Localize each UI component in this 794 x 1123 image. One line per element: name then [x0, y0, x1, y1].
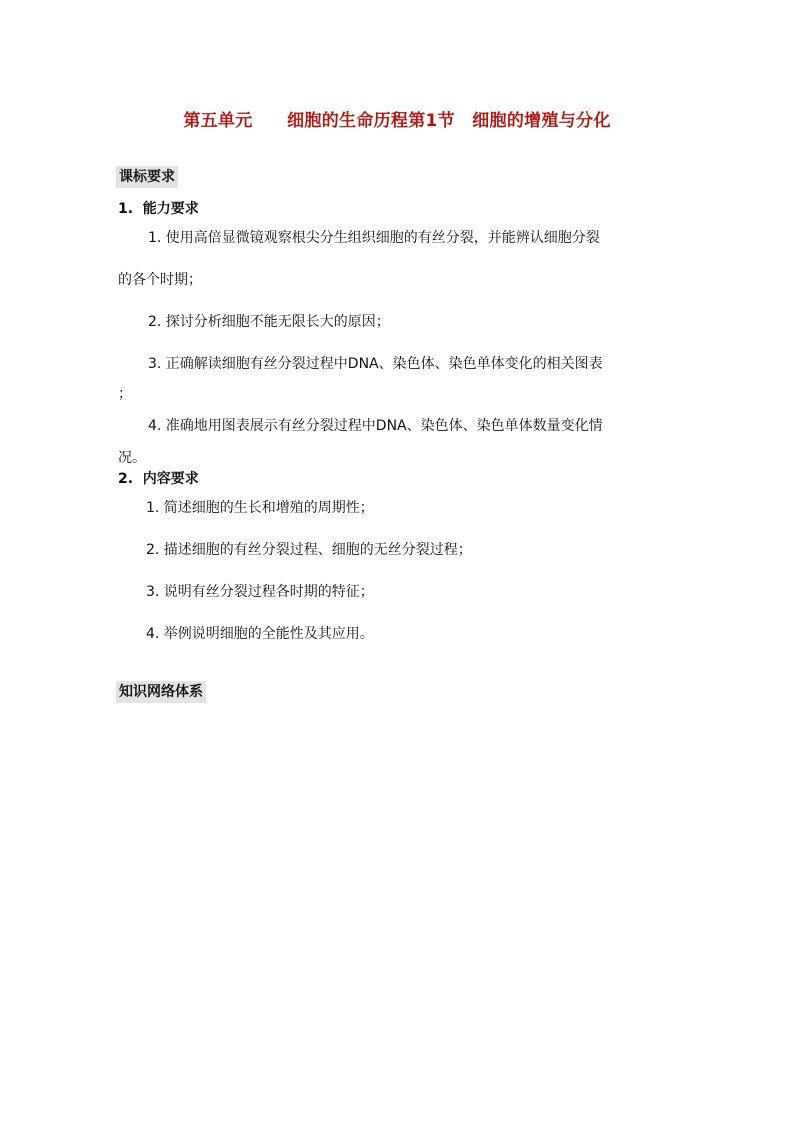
- ability-item-3-continued: ；: [118, 386, 132, 402]
- ability-item-4-continued: 况。: [118, 450, 146, 466]
- section-label-knowledge-network: 知识网络体系: [116, 681, 206, 703]
- ability-item-3: 3. 正确解读细胞有丝分裂过程中DNA、染色体、染色单体变化的相关图表: [148, 356, 603, 372]
- content-requirements-heading: 2. 内容要求: [118, 471, 199, 487]
- page-title: 第五单元 细胞的生命历程第1节 细胞的增殖与分化: [183, 111, 611, 131]
- ability-item-1: 1. 使用高倍显微镜观察根尖分生组织细胞的有丝分裂，并能辨认细胞分裂: [148, 230, 600, 246]
- content-item-2: 2. 描述细胞的有丝分裂过程、细胞的无丝分裂过程；: [146, 542, 472, 558]
- ability-item-1-continued: 的各个时期；: [118, 272, 202, 288]
- content-item-3: 3. 说明有丝分裂过程各时期的特征；: [146, 584, 374, 600]
- ability-item-4: 4. 准确地用图表展示有丝分裂过程中DNA、染色体、染色单体数量变化情: [148, 418, 603, 434]
- ability-requirements-heading: 1. 能力要求: [118, 201, 199, 217]
- content-item-1: 1. 简述细胞的生长和增殖的周期性；: [146, 500, 374, 516]
- content-item-4: 4. 举例说明细胞的全能性及其应用。: [146, 626, 374, 642]
- section-label-curriculum-requirements: 课标要求: [116, 166, 178, 188]
- ability-item-2: 2. 探讨分析细胞不能无限长大的原因；: [148, 314, 390, 330]
